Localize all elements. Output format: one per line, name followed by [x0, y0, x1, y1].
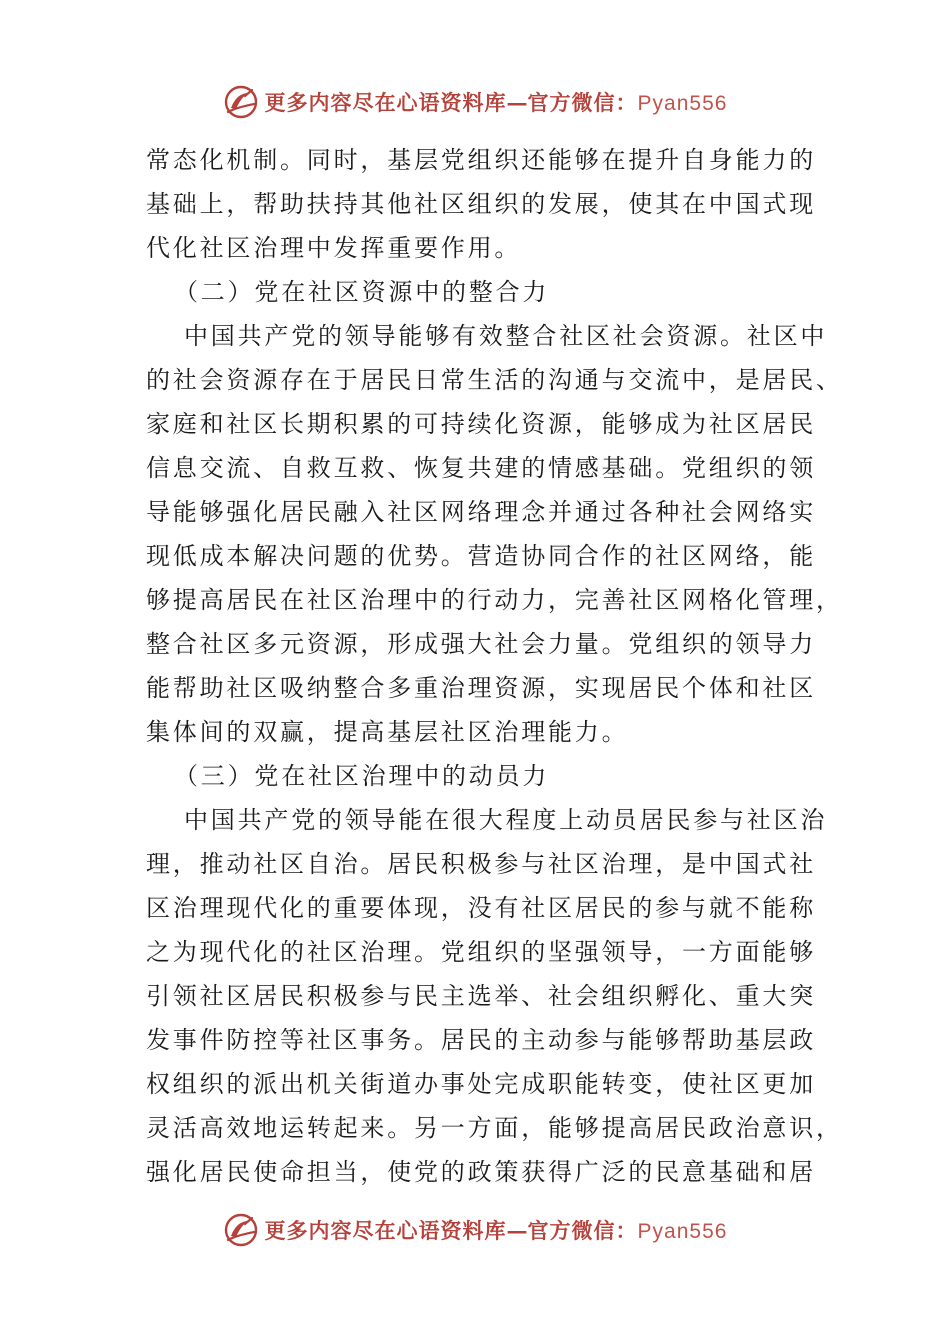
signature-pen-icon	[223, 84, 259, 120]
text-line: 发事件防控等社区事务。居民的主动参与能够帮助基层政	[146, 1026, 816, 1054]
text-line: 的社会资源存在于居民日常生活的沟通与交流中，是居民、	[146, 366, 843, 394]
signature-pen-icon	[223, 1212, 259, 1248]
text-line: 够提高居民在社区治理中的行动力，完善社区网格化管理，	[146, 586, 843, 614]
header-banner-text	[265, 87, 728, 117]
text-line: 区治理现代化的重要体现，没有社区居民的参与就不能称	[146, 894, 816, 922]
footer-banner-dash: —	[506, 1218, 528, 1243]
footer-banner-suffix: 官方微信：	[527, 1218, 638, 1243]
text-line: 基础上，帮助扶持其他社区组织的发展，使其在中国式现	[146, 190, 816, 218]
header-banner-dash: —	[506, 90, 528, 115]
paragraph-start: 中国共产党的领导能够有效整合社区社会资源。社区中	[184, 322, 828, 350]
header-banner-title: 更多内容尽在心语资料库	[264, 90, 507, 115]
text-line: 家庭和社区长期积累的可持续化资源，能够成为社区居民	[146, 410, 816, 438]
section-heading-3: （三）党在社区治理中的动员力	[174, 762, 550, 790]
footer-banner-handle: Pyan556	[637, 1220, 728, 1243]
text-line: 引领社区居民积极参与民主选举、社会组织孵化、重大突	[146, 982, 816, 1010]
header-banner	[0, 82, 950, 122]
header-banner-handle: Pyan556	[637, 92, 728, 115]
text-line: 之为现代化的社区治理。党组织的坚强领导，一方面能够	[146, 938, 816, 966]
text-line: 导能够强化居民融入社区网络理念并通过各种社会网络实	[146, 498, 816, 526]
text-line: 权组织的派出机关街道办事处完成职能转变，使社区更加	[146, 1070, 816, 1098]
text-line: 理，推动社区自治。居民积极参与社区治理，是中国式社	[146, 850, 816, 878]
text-line: 集体间的双赢，提高基层社区治理能力。	[146, 718, 629, 746]
text-line: 常态化机制。同时，基层党组织还能够在提升自身能力的	[146, 146, 816, 174]
text-line: 灵活高效地运转起来。另一方面，能够提高居民政治意识，	[146, 1114, 843, 1142]
footer-banner	[0, 1210, 950, 1250]
footer-banner-title: 更多内容尽在心语资料库	[264, 1218, 507, 1243]
text-line: 代化社区治理中发挥重要作用。	[146, 234, 522, 262]
section-heading-2: （二）党在社区资源中的整合力	[174, 278, 550, 306]
paragraph-start: 中国共产党的领导能在很大程度上动员居民参与社区治	[184, 806, 828, 834]
footer-banner-text	[265, 1215, 728, 1245]
document-body	[146, 138, 843, 1194]
text-line: 现低成本解决问题的优势。营造协同合作的社区网络，能	[146, 542, 816, 570]
header-banner-suffix: 官方微信：	[527, 90, 638, 115]
text-line: 整合社区多元资源，形成强大社会力量。党组织的领导力	[146, 630, 816, 658]
text-line: 能帮助社区吸纳整合多重治理资源，实现居民个体和社区	[146, 674, 816, 702]
text-line: 信息交流、自救互救、恢复共建的情感基础。党组织的领	[146, 454, 816, 482]
text-line: 强化居民使命担当，使党的政策获得广泛的民意基础和居	[146, 1158, 816, 1186]
